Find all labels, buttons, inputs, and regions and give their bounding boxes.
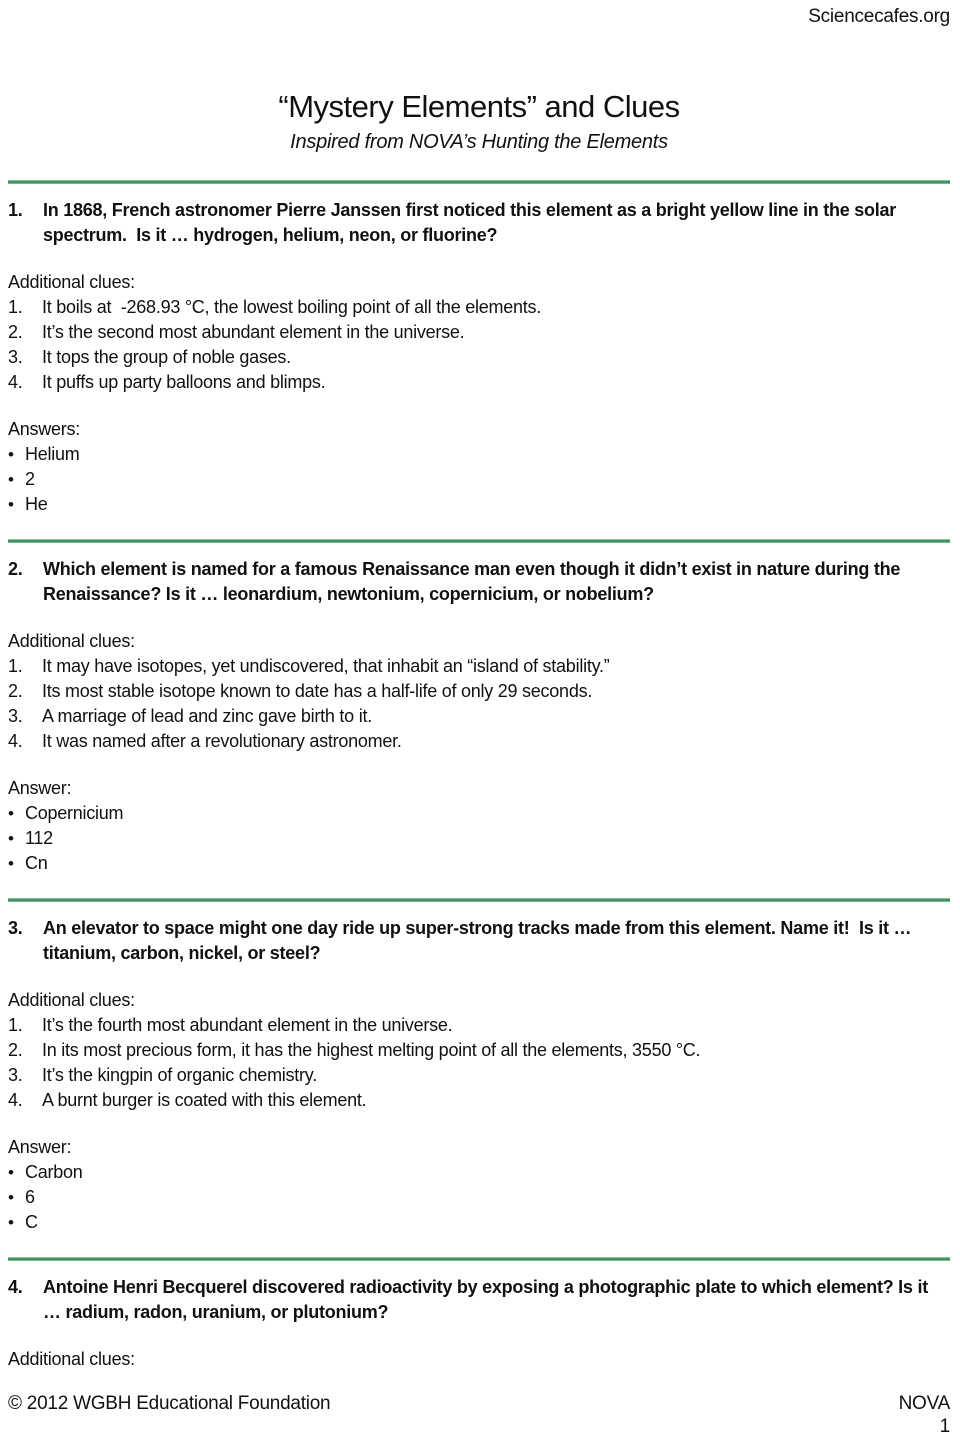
answer-item xyxy=(8,442,950,467)
clue-number: 1. xyxy=(8,656,23,676)
clue-item xyxy=(8,1063,950,1088)
answer-text: Copernicium xyxy=(25,803,124,823)
clue-text: A marriage of lead and zinc gave birth to it. xyxy=(42,706,372,726)
answer-text: 2 xyxy=(25,469,35,489)
section-divider xyxy=(8,1257,950,1261)
bullet-icon xyxy=(8,442,25,467)
answer-item xyxy=(8,851,950,876)
bullet-icon xyxy=(8,801,25,826)
clue-text: It tops the group of noble gases. xyxy=(42,347,291,367)
clue-text: It may have isotopes, yet undiscovered, that inhabit an “island of stability.” xyxy=(42,656,610,676)
clue-text: Its most stable isotope known to date has a half-life of only 29 seconds. xyxy=(42,681,593,701)
clue-number: 3. xyxy=(8,706,23,726)
question-text: Which element is named for a famous Renaissance man even though it didn’t exist in nature during the Renaissance? Is it … leonardium, newtonium, copernicium, or nobelium? xyxy=(43,559,905,604)
answers-label: Answer: xyxy=(8,778,72,798)
section-divider xyxy=(8,539,950,543)
question-text: An elevator to space might one day ride up super-strong tracks made from this element. Name it! Is it … titanium, carbon, nickel, or steel? xyxy=(43,918,916,963)
bullet-icon xyxy=(8,492,25,517)
bullet-icon xyxy=(8,1210,25,1235)
section-divider xyxy=(8,898,950,902)
clue-item xyxy=(8,704,950,729)
clue-item xyxy=(8,1088,950,1113)
clue-text: It’s the kingpin of organic chemistry. xyxy=(42,1065,317,1085)
question-item-2 xyxy=(8,557,950,607)
bullet-icon xyxy=(8,851,25,876)
clue-item xyxy=(8,654,950,679)
section-divider xyxy=(8,180,950,184)
clue-item xyxy=(8,320,950,345)
question-number: 3. xyxy=(8,918,23,938)
clue-item xyxy=(8,295,950,320)
answer-text: 6 xyxy=(25,1187,35,1207)
question-item-1 xyxy=(8,198,950,248)
brand-text: NOVA xyxy=(898,1393,950,1414)
answer-text: He xyxy=(25,494,48,514)
clue-number: 4. xyxy=(8,1090,23,1110)
page-subtitle: Inspired from NOVA’s Hunting the Elements xyxy=(290,131,668,153)
answer-text: C xyxy=(25,1212,38,1232)
bullet-icon xyxy=(8,1160,25,1185)
clues-label: Additional clues: xyxy=(8,1349,135,1369)
clue-number: 4. xyxy=(8,731,23,751)
answer-item xyxy=(8,801,950,826)
answers-label: Answer: xyxy=(8,1137,72,1157)
clue-number: 3. xyxy=(8,347,23,367)
clue-text: In its most precious form, it has the highest melting point of all the elements, 3550 °C. xyxy=(42,1040,701,1060)
clue-text: It’s the fourth most abundant element in the universe. xyxy=(42,1015,453,1035)
page-footer xyxy=(8,1392,950,1438)
clue-text: It was named after a revolutionary astronomer. xyxy=(42,731,402,751)
clue-number: 1. xyxy=(8,297,23,317)
page-number: 1 xyxy=(939,1416,950,1437)
clue-text: A burnt burger is coated with this element. xyxy=(42,1090,367,1110)
question-number: 2. xyxy=(8,559,23,579)
answer-item xyxy=(8,826,950,851)
answer-item xyxy=(8,1160,950,1185)
site-name: Sciencecafes.org xyxy=(808,6,950,27)
clue-item xyxy=(8,370,950,395)
question-number: 1. xyxy=(8,200,23,220)
question-item-3 xyxy=(8,916,950,966)
bullet-icon xyxy=(8,467,25,492)
clue-item xyxy=(8,345,950,370)
question-text: In 1868, French astronomer Pierre Janssen first noticed this element as a bright yellow line in the solar spectrum. Is it … hydrogen, helium, neon, or fluorine? xyxy=(43,200,901,245)
clue-number: 2. xyxy=(8,1040,23,1060)
answer-item xyxy=(8,467,950,492)
clue-text: It’s the second most abundant element in the universe. xyxy=(42,322,465,342)
footer-right xyxy=(899,1392,950,1438)
clue-item xyxy=(8,729,950,754)
clue-number: 2. xyxy=(8,681,23,701)
clues-label: Additional clues: xyxy=(8,631,135,651)
page-title: “Mystery Elements” and Clues xyxy=(278,89,680,124)
clue-number: 2. xyxy=(8,322,23,342)
answer-item xyxy=(8,1210,950,1235)
clue-text: It puffs up party balloons and blimps. xyxy=(42,372,326,392)
answer-text: Cn xyxy=(25,853,48,873)
clue-item xyxy=(8,1013,950,1038)
clues-label: Additional clues: xyxy=(8,272,135,292)
answer-text: Helium xyxy=(25,444,80,464)
copyright-text: © 2012 WGBH Educational Foundation xyxy=(8,1393,331,1414)
question-number: 4. xyxy=(8,1277,23,1297)
question-item-4 xyxy=(8,1275,950,1325)
bullet-icon xyxy=(8,826,25,851)
clue-text: It boils at -268.93 °C, the lowest boiling point of all the elements. xyxy=(42,297,541,317)
answers-label: Answers: xyxy=(8,419,81,439)
clue-number: 4. xyxy=(8,372,23,392)
clue-number: 3. xyxy=(8,1065,23,1085)
clues-label: Additional clues: xyxy=(8,990,135,1010)
clue-item xyxy=(8,1038,950,1063)
bullet-icon xyxy=(8,1185,25,1210)
clue-item xyxy=(8,679,950,704)
question-text: Antoine Henri Becquerel discovered radioactivity by exposing a photographic plate to which element? Is it … radium, radon, uranium, or plutonium? xyxy=(43,1277,933,1322)
answer-text: Carbon xyxy=(25,1162,83,1182)
clue-number: 1. xyxy=(8,1015,23,1035)
answer-text: 112 xyxy=(25,828,53,848)
answer-item xyxy=(8,492,950,517)
answer-item xyxy=(8,1185,950,1210)
